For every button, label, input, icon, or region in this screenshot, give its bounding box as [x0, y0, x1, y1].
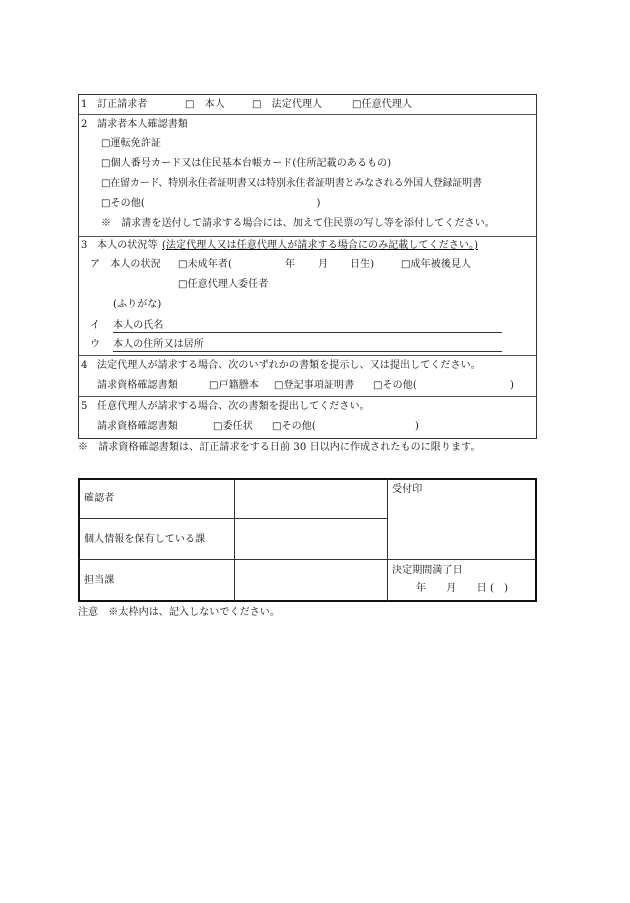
sec5-other-close: ) [415, 421, 420, 432]
sec1-option-legal-rep[interactable]: □ 法定代理人 [252, 99, 323, 110]
sec5-text: 任意代理人が請求する場合、次の書類を提出してください。 [97, 401, 370, 412]
sec2-option-license[interactable]: □運転免許証 [101, 138, 162, 149]
row-divider [78, 114, 537, 115]
sec2-note: ※ 請求書を送付して請求する場合には、加えて住民票の写し等を添付してください。 [101, 218, 495, 229]
confirmer-label: 確認者 [84, 493, 115, 504]
sec4-option-registry-cert[interactable]: □登記事項証明書 [274, 380, 355, 391]
sec1-option-self[interactable]: □ 本人 [185, 99, 225, 110]
dept-in-charge-label: 担当課 [84, 575, 115, 586]
col-divider [387, 479, 388, 601]
sec3-minor-birthday: 日生) [350, 259, 375, 270]
row-divider [78, 396, 537, 397]
sec4-doc-label: 請求資格確認書類 [97, 380, 178, 391]
sec3-name-field[interactable] [113, 332, 502, 333]
sec3-number: 3 [81, 240, 88, 251]
sec3-minor-year: 年 [285, 259, 296, 270]
sec4-option-other[interactable]: □その他( [373, 380, 417, 391]
row-divider [79, 518, 388, 519]
sec3-furigana-label: (ふりがな) [113, 299, 162, 310]
sec3-status-label: ア 本人の状況 [90, 259, 161, 270]
sec4-option-family-register[interactable]: □戸籍謄本 [209, 380, 259, 391]
sec3-address-field[interactable] [113, 351, 502, 352]
sec3-address-marker: ウ [90, 339, 101, 350]
sec3-minor-month: 月 [318, 259, 329, 270]
sec3-option-ward[interactable]: □成年被後見人 [401, 259, 472, 270]
sec4-number: 4 [81, 360, 88, 371]
sec5-doc-label: 請求資格確認書類 [97, 421, 178, 432]
sec2-number: 2 [81, 119, 88, 130]
row-divider [78, 236, 537, 237]
sec5-option-other[interactable]: □その他( [272, 421, 316, 432]
holding-dept-label: 個人情報を保有している課 [84, 534, 206, 545]
sec1-number: 1 [81, 99, 88, 110]
sec1-label: 訂正請求者 [97, 99, 148, 110]
row-divider [78, 355, 537, 356]
sec1-option-agent[interactable]: □任意代理人 [352, 99, 413, 110]
footnote: ※ 請求資格確認書類は、訂正請求をする日前 30 日以内に作成されたものに限ります。 [78, 442, 481, 453]
sec3-address-label: 本人の住所又は居所 [113, 339, 204, 350]
row-divider [79, 559, 536, 560]
sec2-option-residence-card[interactable]: □在留カード、特別永住者証明書又は特別永住者証明書とみなされる外国人登録証明書 [101, 178, 482, 189]
sec4-text: 法定代理人が請求する場合、次のいずれかの書類を提示し、又は提出してください。 [97, 360, 481, 371]
deadline-label: 決定期間満了日 [392, 565, 463, 576]
sec5-option-proxy[interactable]: □委任状 [213, 421, 253, 432]
sec3-title-note: (法定代理人又は任意代理人が請求する場合にのみ記載してください。) [162, 240, 479, 251]
sec3-option-delegator[interactable]: □任意代理人委任者 [178, 279, 269, 290]
sec4-other-close: ) [510, 380, 515, 391]
sec3-name-marker: イ [90, 320, 101, 331]
sec3-name-label: 本人の氏名 [113, 320, 164, 331]
deadline-date: 年 月 日 ( ) [416, 583, 509, 594]
sec2-title: 請求者本人確認書類 [97, 119, 188, 130]
sec2-option-other[interactable]: □その他( ) [101, 198, 321, 209]
bottom-note: 注意 ※太枠内は、記入しないでください。 [78, 607, 280, 618]
reception-stamp-label: 受付印 [392, 484, 423, 495]
col-divider [234, 479, 235, 601]
sec3-title: 本人の状況等 [97, 240, 158, 251]
sec5-number: 5 [81, 401, 88, 412]
sec3-option-minor[interactable]: □未成年者( [178, 259, 232, 270]
sec2-option-mynumber[interactable]: □個人番号カード又は住民基本台帳カード(住所記載のあるもの) [101, 158, 392, 169]
